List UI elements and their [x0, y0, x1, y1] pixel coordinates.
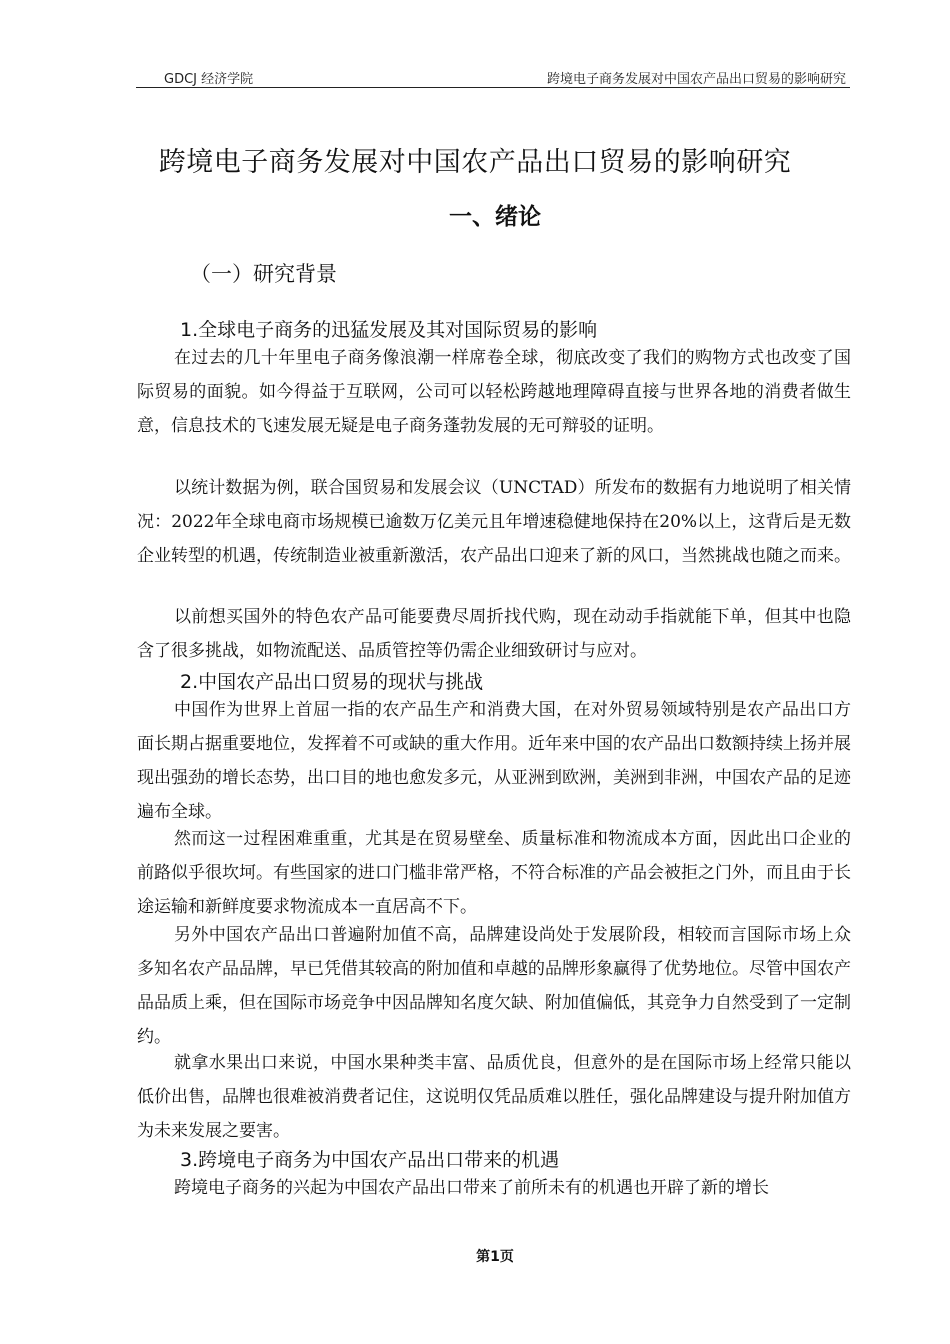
paragraph: 然而这一过程困难重重，尤其是在贸易壁垒、质量标准和物流成本方面，因此出口企业的前路似乎很坎坷。有些国家的进口门槛非常严格，不符合标准的产品会被拒之门外，而且由于长途运输和新鲜度要求物流成本一直居高不下。: [137, 829, 851, 917]
subsection-heading: 2.中国农产品出口贸易的现状与挑战: [180, 671, 484, 693]
header-school: GDCJ 经济学院: [164, 72, 254, 87]
page-number: 第1页: [476, 1249, 514, 1265]
paragraph: 以统计数据为例，联合国贸易和发展会议（UNCTAD）所发布的数据有力地说明了相关情况：2022年全球电商市场规模已逾数万亿美元且年增速稳健地保持在20%以上，这背后是无数企业转型的机遇，传统制造业被重新激活，农产品出口迎来了新的风口，当然挑战也随之而来。: [137, 478, 851, 566]
subsection-heading: 1.全球电子商务的迅猛发展及其对国际贸易的影响: [180, 319, 598, 341]
paragraph: 中国作为世界上首屈一指的农产品生产和消费大国，在对外贸易领域特别是农产品出口方面长期占据重要地位，发挥着不可或缺的重大作用。近年来中国的农产品出口数额持续上扬并展现出强劲的增长态势，出口目的地也愈发多元，从亚洲到欧洲，美洲到非洲，中国农产品的足迹遍布全球。: [137, 700, 851, 822]
paragraph: 跨境电子商务的兴起为中国农产品出口带来了前所未有的机遇也开辟了新的增长: [174, 1178, 769, 1198]
running-header: [136, 66, 850, 86]
paragraph: 以前想买国外的特色农产品可能要费尽周折找代购，现在动动手指就能下单，但其中也隐含了很多挑战，如物流配送、品质管控等仍需企业细致研讨与应对。: [137, 607, 851, 661]
chapter-heading: 一、绪论: [449, 204, 541, 230]
paragraph: 就拿水果出口来说，中国水果种类丰富、品质优良，但意外的是在国际市场上经常只能以低价出售，品牌也很难被消费者记住，这说明仅凭品质难以胜任，强化品牌建设与提升附加值方为未来发展之要害。: [137, 1053, 851, 1141]
section-heading: （一）研究背景: [190, 262, 337, 286]
header-paper-title: 跨境电子商务发展对中国农产品出口贸易的影响研究: [546, 72, 846, 87]
paragraph: 另外中国农产品出口普遍附加值不高，品牌建设尚处于发展阶段，相较而言国际市场上众多知名农产品品牌，早已凭借其较高的附加值和卓越的品牌形象赢得了优势地位。尽管中国农产品品质上乘，但在国际市场竞争中因品牌知名度欠缺、附加值偏低，其竞争力自然受到了一定制约。: [137, 925, 851, 1047]
paragraph: 在过去的几十年里电子商务像浪潮一样席卷全球，彻底改变了我们的购物方式也改变了国际贸易的面貌。如今得益于互联网，公司可以轻松跨越地理障碍直接与世界各地的消费者做生意，信息技术的飞速发展无疑是电子商务蓬勃发展的无可辩驳的证明。: [137, 348, 851, 436]
header-rule: [136, 87, 850, 88]
subsection-heading: 3.跨境电子商务为中国农产品出口带来的机遇: [180, 1149, 560, 1171]
paper-title: 跨境电子商务发展对中国农产品出口贸易的影响研究: [158, 147, 792, 178]
